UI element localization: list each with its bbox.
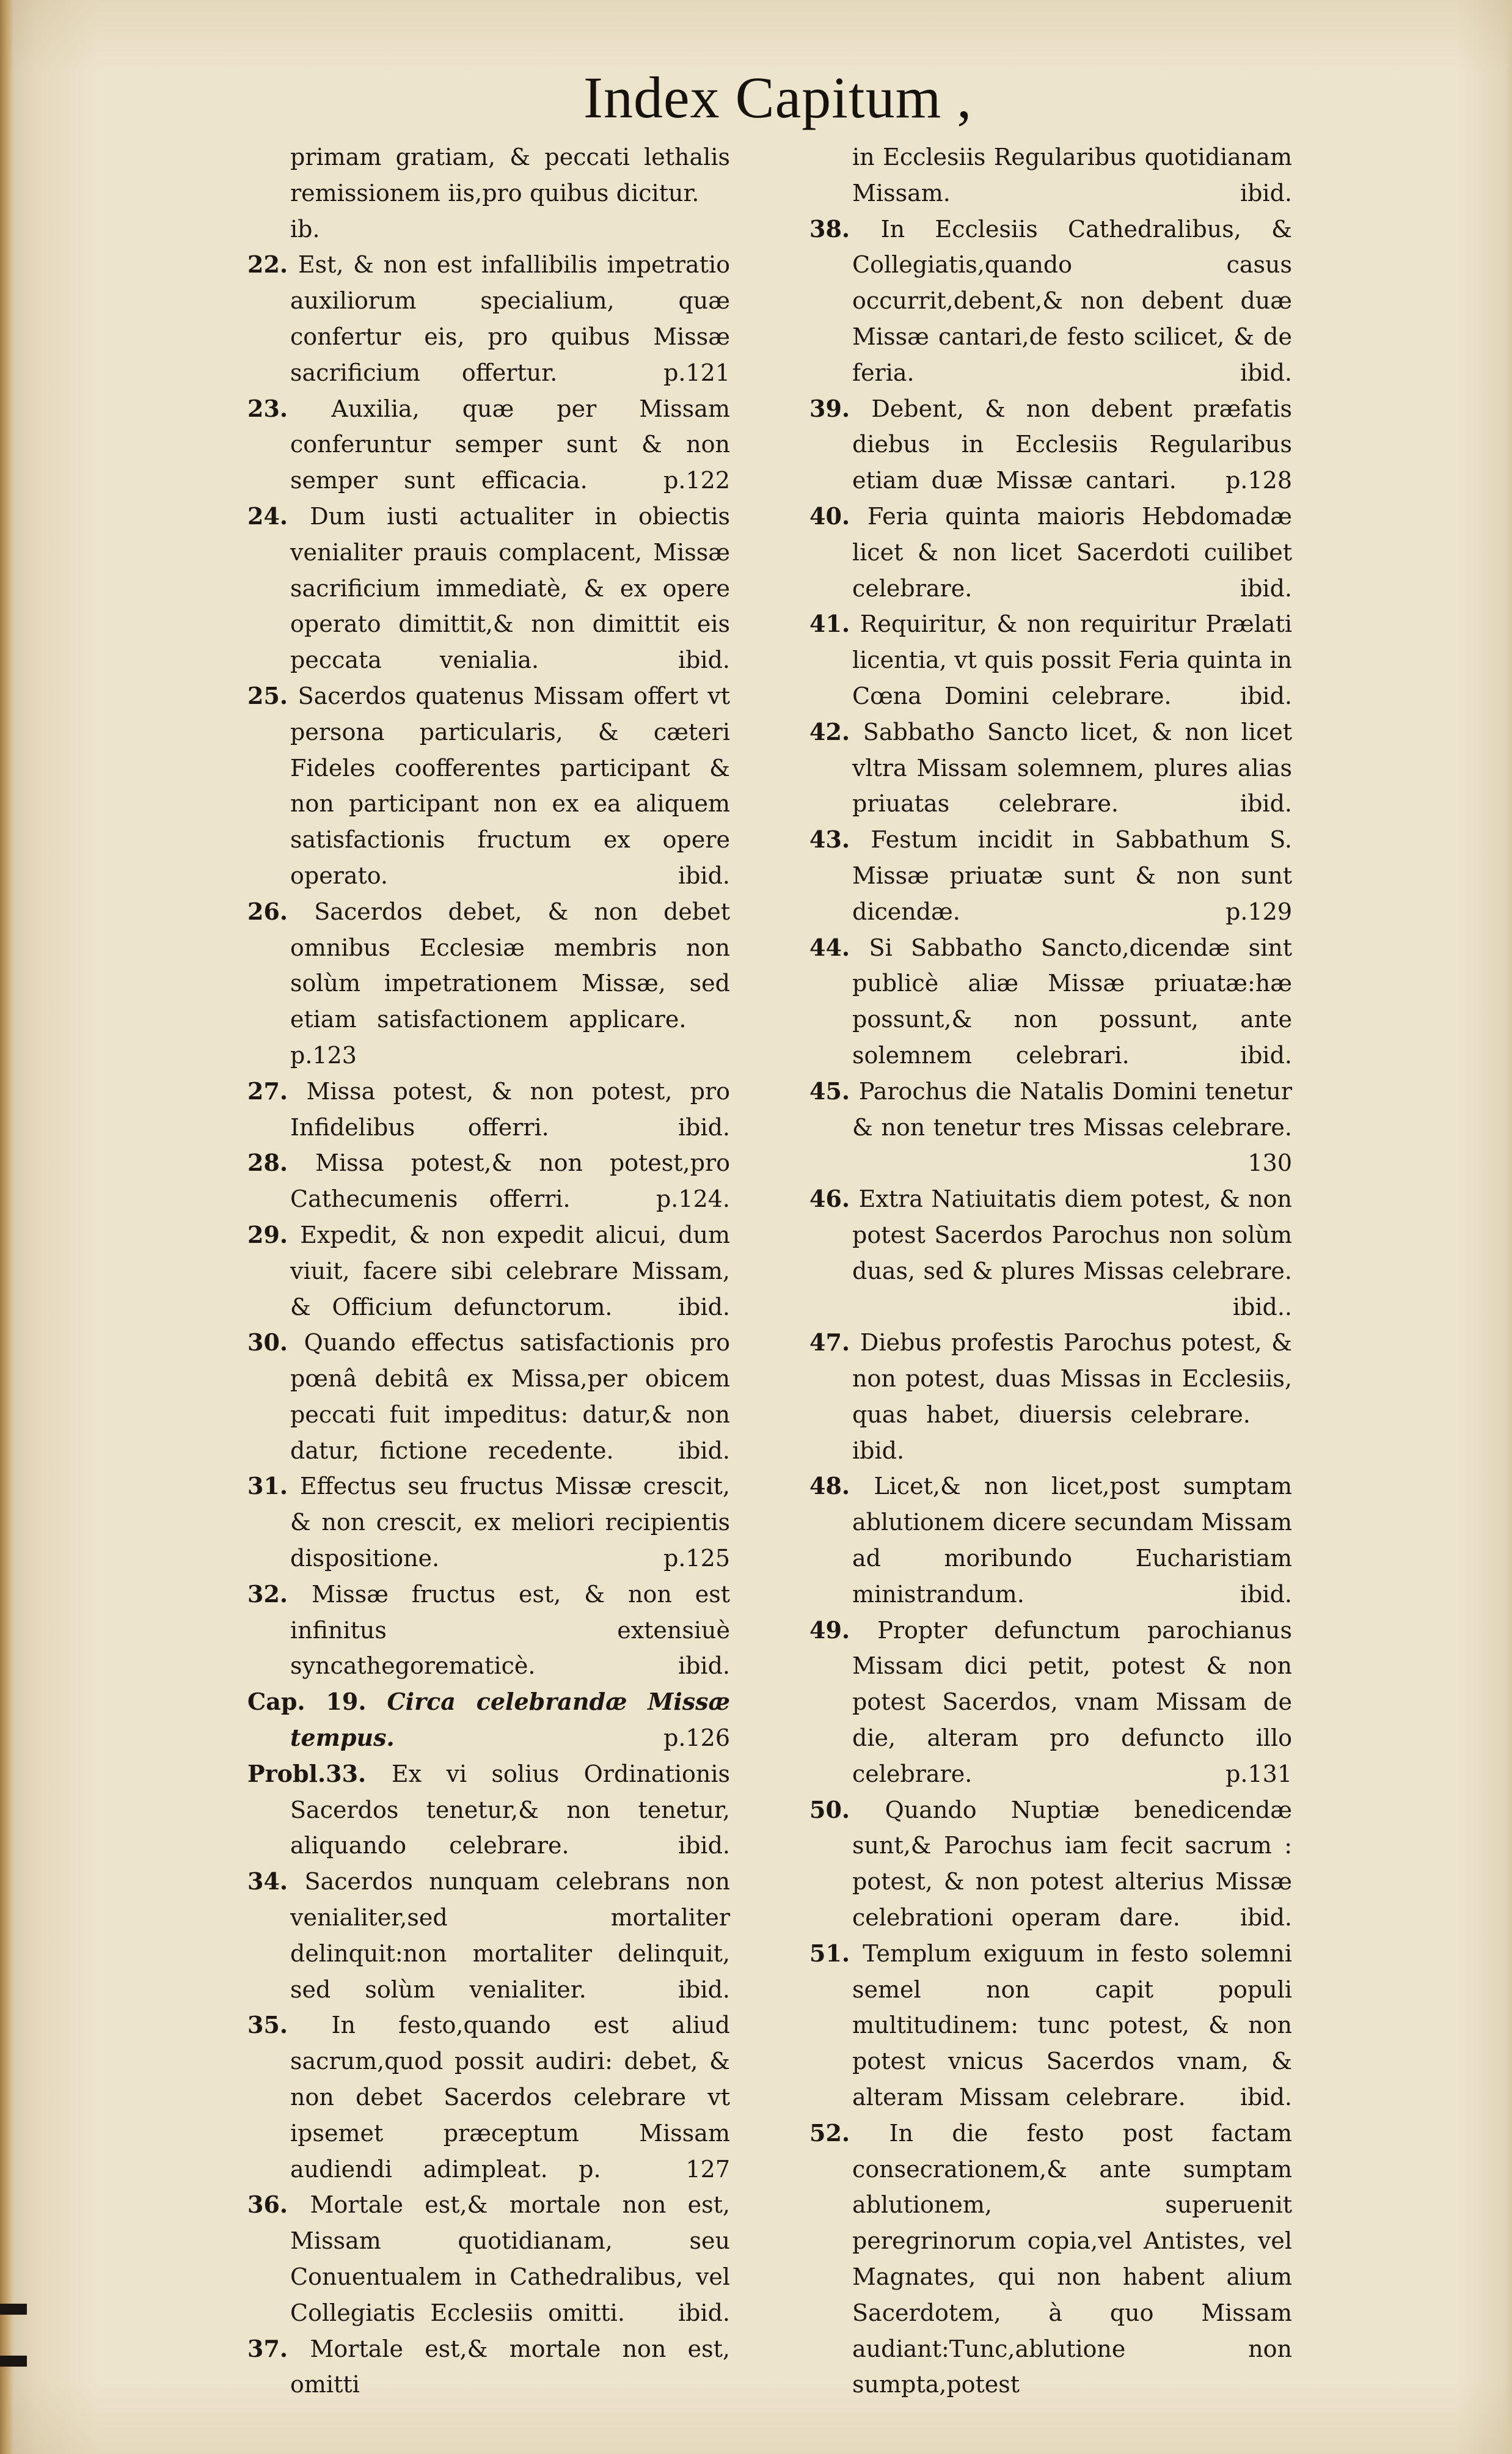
entry-page-ref: p.128 [1225, 467, 1292, 494]
entry-text: Missæ fructus est, & non est infinitus extensiuè syncathegorematicè. [290, 1580, 730, 1680]
entry-text: Missa potest, & non potest, pro Infidelibus offerri. [290, 1077, 731, 1141]
entry-number: 38. [809, 214, 881, 243]
index-entry [809, 139, 1292, 211]
entry-text: Parochus die Natalis Domini tenetur & non tenetur tres Missas celebrare. [852, 1077, 1292, 1141]
entry-page-ref: ibid. [677, 1293, 730, 1320]
entry-number: 43. [809, 826, 871, 854]
index-entry [809, 930, 1292, 1074]
index-entry [809, 211, 1292, 391]
entry-page-ref: ibid. [1240, 574, 1292, 602]
entry-text: in Ecclesiis Regularibus quotidianam Missam. [852, 144, 1292, 207]
entry-page-ref: ibid. [1240, 1041, 1292, 1069]
entry-text: Quando effectus satisfactionis pro pœnâ debitâ ex Missa,per obicem peccati fuit impeditus: datur,& non datur, fictione recedente. [290, 1329, 730, 1464]
index-entry [809, 1613, 1292, 1792]
entry-text: Si Sabbatho Sancto,dicendæ sint publicè aliæ Missæ priuatæ:hæ possunt,& non possunt, ante solemnem celebrari. [852, 934, 1293, 1069]
page-edge-left [0, 0, 13, 2454]
entry-page-ref: p.123 [290, 1041, 357, 1069]
index-entry [809, 1936, 1292, 2115]
entry-page-ref: ibid.. [1232, 1293, 1292, 1320]
entry-page-ref: ibid. [1240, 179, 1292, 207]
entry-page-ref: ib. [290, 215, 320, 243]
index-entry [247, 247, 730, 390]
entry-page-ref: ibid. [1240, 2084, 1292, 2111]
entry-text: In festo,quando est aliud sacrum,quod possit audiri: debet, & non debet Sacerdos celebrare vt ipsemet præceptum Missam audiendi adimpleat. p. [290, 2012, 730, 2183]
entry-number: 42. [809, 717, 863, 745]
entry-number: 27. [247, 1077, 307, 1105]
entry-number: 28. [247, 1149, 316, 1177]
entry-number: 34. [247, 1867, 305, 1895]
entry-page-ref: p.121 [663, 359, 730, 386]
index-entry [247, 1756, 730, 1864]
entry-number: 48. [809, 1472, 874, 1500]
entry-page-ref: ibid. [677, 1437, 730, 1464]
page-header: Index Capitum , [583, 65, 973, 130]
index-entry [809, 1325, 1292, 1468]
entry-number: 31. [247, 1472, 300, 1500]
entry-number: 26. [247, 897, 315, 925]
entry-text: primam gratiam, & peccati lethalis remissionem iis,pro quibus dicitur. [290, 144, 730, 207]
index-entry [809, 499, 1292, 606]
entry-number: Probl.33. [247, 1759, 392, 1787]
entry-number: 37. [247, 2334, 310, 2362]
entry-text: In Ecclesiis Cathedralibus, & Collegiatis,quando casus occurrit,debent,& non debent duæ Missæ cantari,de festo scilicet, & de feria. [852, 215, 1292, 386]
index-entry [247, 2331, 730, 2403]
entry-number: 22. [247, 251, 298, 279]
entry-text: Auxilia, quæ per Missam conferuntur semper sunt & non semper sunt efficacia. [290, 395, 730, 494]
index-entry [247, 2187, 730, 2331]
entry-number: 40. [809, 502, 867, 530]
entry-text: Requiritur, & non requiritur Prælati licentia, vt quis possit Feria quinta in Cœna Domini celebrare. [852, 610, 1293, 709]
entry-number: 32. [247, 1580, 312, 1608]
entry-text: Effectus seu fructus Missæ crescit, & non crescit, ex meliori recipientis dispositione. [290, 1473, 730, 1572]
entry-text: Licet,& non licet,post sumptam ablutionem dicere secundam Missam ad moribundo Eucharistiam ministrandum. [852, 1473, 1292, 1608]
index-entry [809, 606, 1292, 714]
index-entry [809, 822, 1292, 929]
index-entry [809, 1792, 1292, 1936]
entry-page-ref: ibid. [1240, 1580, 1292, 1608]
entry-number: 46. [809, 1185, 859, 1213]
entry-page-ref: 127 [685, 2155, 730, 2183]
entry-text: Expedit, & non expedit alicui, dum viuit, facere sibi celebrare Missam, & Officium defunctorum. [290, 1221, 731, 1320]
entry-text: Sacerdos quatenus Missam offert vt persona particularis, & cæteri Fideles coofferentes participant & non participant non ex ea aliquem satisfactionis fructum ex opere operato. [290, 682, 730, 889]
entry-text: Ex vi solius Ordinationis Sacerdos tenetur,& non tenetur, aliquando celebrare. [290, 1760, 730, 1859]
entry-number: 41. [809, 610, 860, 638]
entry-page-ref: 130 [1247, 1149, 1292, 1177]
index-entry [809, 2115, 1292, 2403]
entry-text: Propter defunctum parochianus Missam dici petit, potest & non potest Sacerdos, vnam Missam de die, alteram pro defuncto illo celebrare. [852, 1616, 1292, 1787]
index-entry [809, 714, 1292, 822]
index-entry [247, 1864, 730, 2007]
left-column [247, 139, 730, 2403]
entry-text: Extra Natiuitatis diem potest, & non potest Sacerdos Parochus non solùm duas, sed & plures Missas celebrare. [852, 1185, 1292, 1284]
entry-number: 45. [809, 1077, 859, 1105]
entry-number: 47. [809, 1328, 860, 1357]
page-edge-right [1505, 0, 1512, 2454]
index-entry [809, 1074, 1292, 1181]
entry-text: Quando Nuptiæ benedicendæ sunt,& Parochus iam fecit sacrum : potest, & non potest alterius Missæ celebrationi operam dare. [852, 1796, 1292, 1932]
index-entry [809, 1181, 1292, 1325]
entry-number: 23. [247, 394, 332, 422]
entry-page-ref: ibid. [677, 646, 730, 674]
entry-page-ref: p.131 [1225, 1760, 1292, 1787]
entry-page-ref: ibid. [677, 1652, 730, 1680]
entry-number: Cap. 19. [247, 1688, 387, 1716]
index-entry [247, 1468, 730, 1576]
index-entry [247, 499, 730, 678]
entry-number: 29. [247, 1220, 301, 1248]
entry-page-ref: p.124. [656, 1185, 730, 1213]
index-entry [247, 1145, 730, 1217]
entry-text: Festum incidit in Sabbathum S. Missæ priuatæ sunt & non sunt dicendæ. [852, 826, 1292, 925]
entry-text: Mortale est,& mortale non est, Missam quotidianam, seu Conuentualem in Cathedralibus, vel Collegiatis Ecclesiis omitti. [290, 2191, 730, 2326]
entry-page-ref: ibid. [1240, 1904, 1292, 1932]
index-entry [247, 1074, 730, 1146]
index-entry [247, 1217, 730, 1325]
entry-text: Circa celebrandæ Missæ tempus. [290, 1688, 730, 1752]
index-entry [247, 139, 730, 247]
index-entry [809, 391, 1292, 499]
entry-page-ref: ibid. [1240, 682, 1292, 709]
entry-page-ref: ibid. [677, 1113, 730, 1141]
entry-page-ref: ibid. [1240, 359, 1292, 386]
ink-mark [0, 2304, 27, 2315]
index-entry [247, 391, 730, 499]
entry-number: 52. [809, 2119, 889, 2147]
entry-number: 36. [247, 2191, 310, 2219]
entry-number: 44. [809, 933, 869, 961]
entry-page-ref: p.129 [1225, 898, 1292, 925]
entry-text: Sacerdos nunquam celebrans non venialiter,sed mortaliter delinquit:non mortaliter delinquit, sed solùm venialiter. [290, 1868, 730, 2003]
entry-number: 39. [809, 394, 872, 422]
index-entry [247, 678, 730, 894]
entry-number: 30. [247, 1328, 304, 1357]
index-entry [247, 1577, 730, 1684]
entry-page-ref: ibid. [677, 2299, 730, 2326]
entry-text: Mortale est,& mortale non est, omitti [290, 2335, 730, 2398]
entry-number: 49. [809, 1616, 878, 1644]
entry-text: Dum iusti actualiter in obiectis venialiter prauis complacent, Missæ sacrificium immediatè, & ex opere operato dimittit,& non dimittit eis peccata venialia. [290, 502, 731, 674]
entry-text: Feria quinta maioris Hebdomadæ licet & non licet Sacerdoti cuilibet celebrare. [852, 502, 1292, 602]
entry-text: Sabbatho Sancto licet, & non licet vltra Missam solemnem, plures alias priuatas celebrare. [852, 718, 1292, 818]
entry-page-ref: p.122 [663, 467, 730, 494]
entry-text: Est, & non est infallibilis impetratio auxiliorum specialium, quæ confertur eis, pro quibus Missæ sacrificium offertur. [290, 251, 730, 386]
entry-page-ref: ibid. [677, 1976, 730, 2003]
entry-page-ref: p.126 [663, 1724, 730, 1752]
entry-page-ref: ibid. [852, 1437, 905, 1464]
entry-page-ref: ibid. [677, 1832, 730, 1859]
entry-text: Templum exiguum in festo solemni semel non capit populi multitudinem: tunc potest, & non potest vnicus Sacerdos vnam, & alteram Missam celebrare. [852, 1939, 1293, 2111]
right-column [809, 139, 1292, 2403]
index-entry [247, 1325, 730, 1468]
index-entry [247, 1684, 730, 1756]
index-entry [809, 1468, 1292, 1612]
index-entry [247, 2007, 730, 2187]
entry-number: 25. [247, 681, 298, 709]
entry-number: 50. [809, 1795, 885, 1823]
ink-mark [0, 2356, 27, 2367]
entry-text: Sacerdos debet, & non debet omnibus Ecclesiæ membris non solùm impetrationem Missæ, sed etiam satisfactionem applicare. [290, 898, 731, 1033]
entry-page-ref: p.125 [663, 1545, 730, 1572]
entry-text: Diebus profestis Parochus potest, & non potest, duas Missas in Ecclesiis, quas habet, diuersis celebrare. [852, 1329, 1292, 1428]
index-entry [247, 894, 730, 1074]
entry-number: 35. [247, 2011, 332, 2039]
entry-text: In die festo post factam consecrationem,& ante sumptam ablutionem, superuenit peregrinorum copia,vel Antistes, vel Magnates, qui non habent alium Sacerdotem, à quo Missam audiant:Tunc,ablutione non sumpta,potest [852, 2119, 1293, 2398]
entry-page-ref: ibid. [677, 862, 730, 889]
entry-text: Missa potest,& non potest,pro Cathecumenis offerri. [290, 1149, 730, 1213]
entry-number: 24. [247, 502, 310, 530]
entry-page-ref: ibid. [1240, 790, 1292, 818]
entry-text: Debent, & non debent præfatis diebus in Ecclesiis Regularibus etiam duæ Missæ cantari. [852, 395, 1292, 494]
entry-number: 51. [809, 1939, 863, 1967]
